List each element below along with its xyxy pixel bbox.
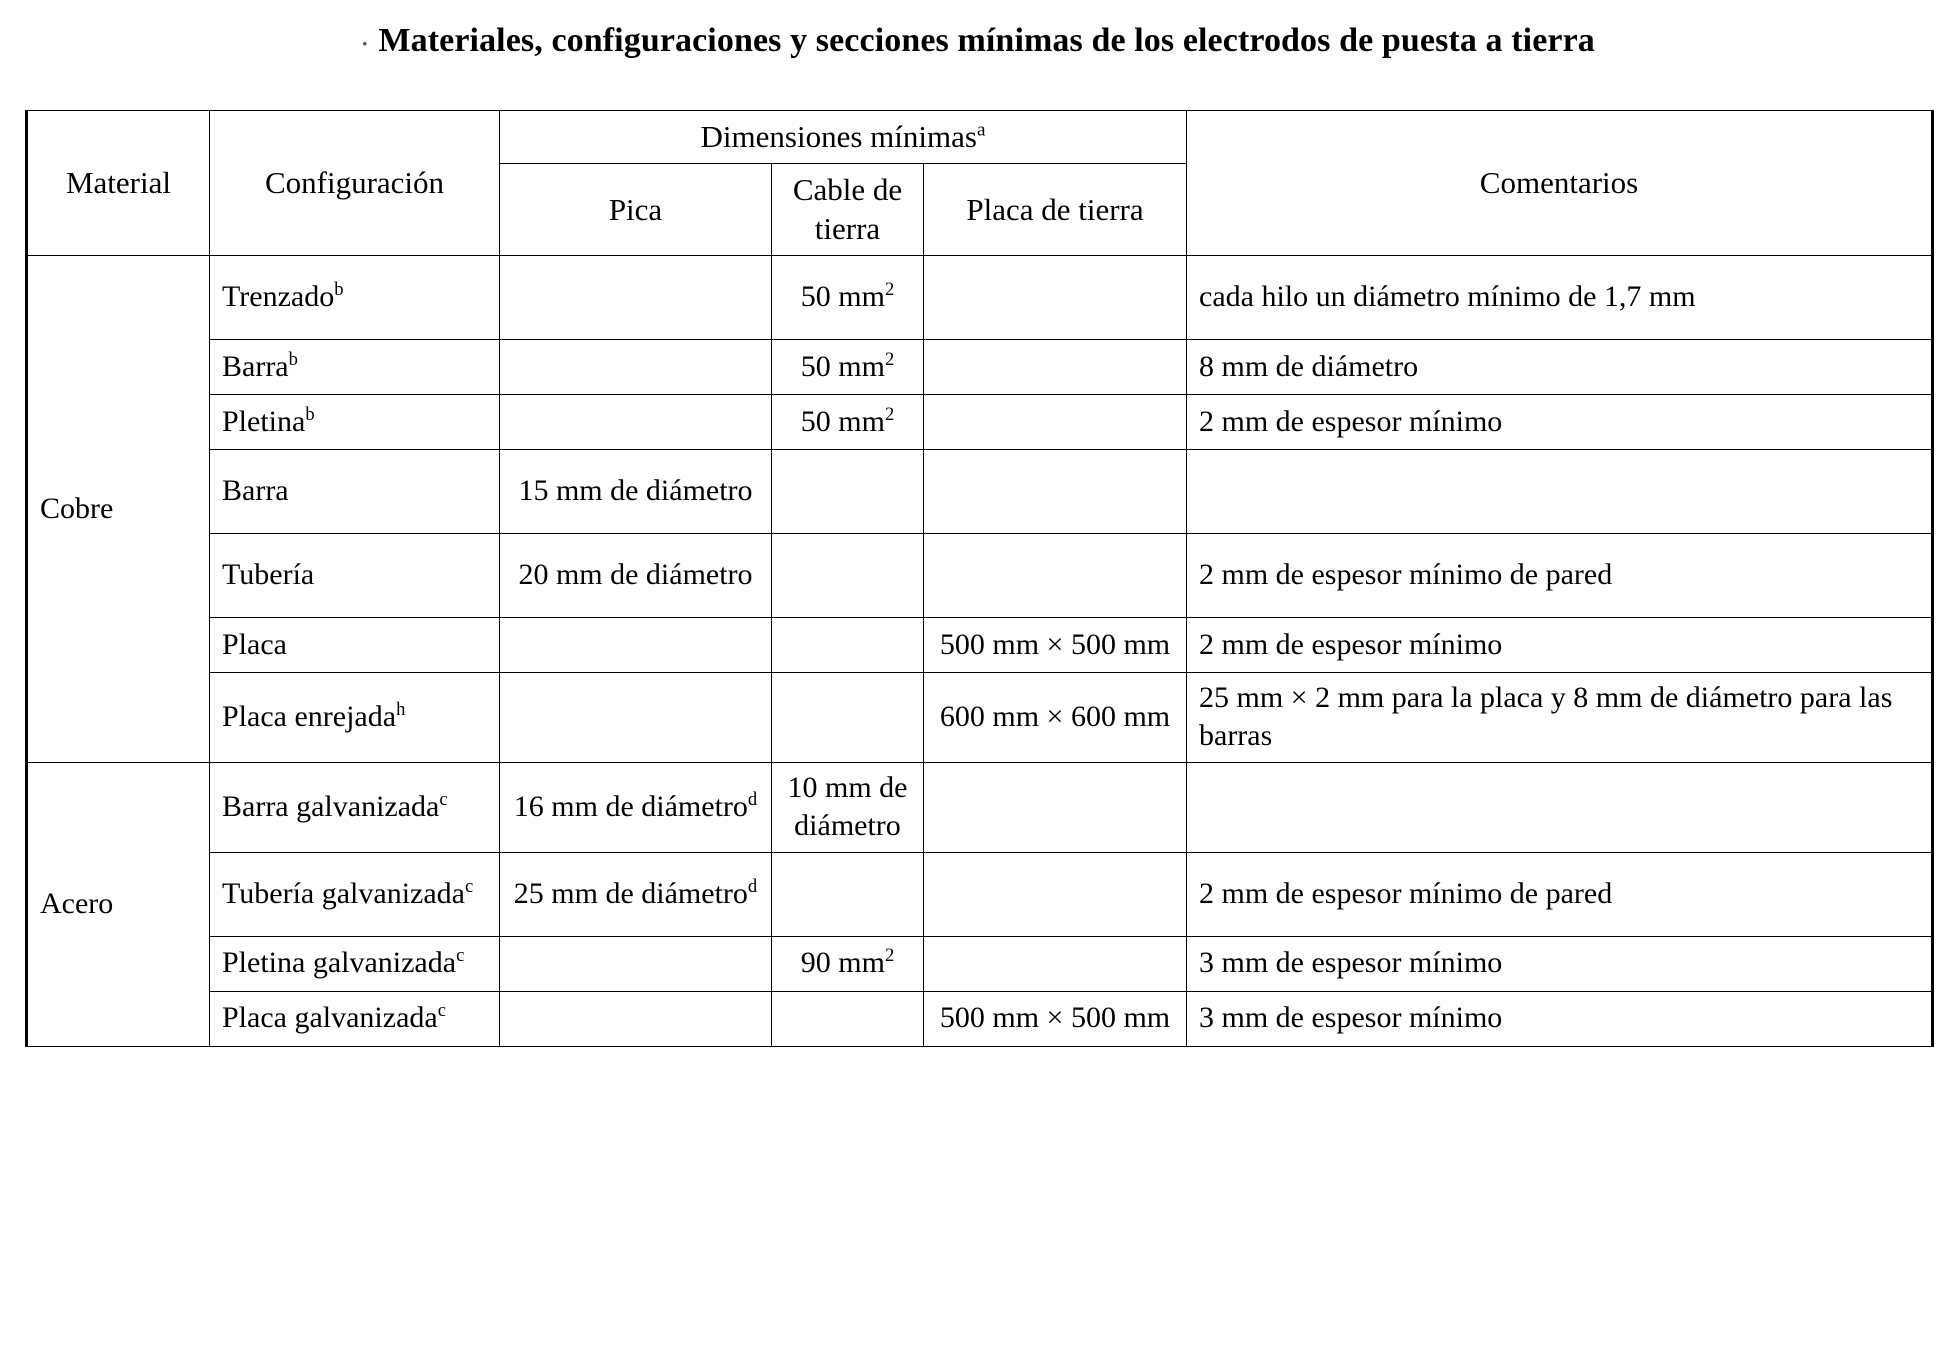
configuracion-cell-text: Trenzado bbox=[222, 280, 335, 314]
comentarios-cell-text: 3 mm de espesor mínimo bbox=[1199, 946, 1503, 980]
comentarios-cell-text: 3 mm de espesor mínimo bbox=[1199, 1001, 1503, 1035]
configuracion-cell bbox=[210, 762, 500, 852]
configuracion-cell-footnote-marker: c bbox=[456, 945, 465, 967]
pica-cell bbox=[500, 852, 772, 936]
configuracion-cell bbox=[210, 618, 500, 673]
table-row bbox=[27, 618, 1933, 673]
cable-de-tierra-cell bbox=[772, 256, 924, 340]
configuracion-cell bbox=[210, 852, 500, 936]
cable-de-tierra-cell-footnote-marker: 2 bbox=[884, 945, 895, 967]
configuracion-cell-footnote-marker: c bbox=[437, 1000, 446, 1022]
cable-de-tierra-cell-text: 50 mm bbox=[800, 404, 885, 438]
column-header-cable-de-tierra: Cable de tierra bbox=[772, 163, 924, 255]
placa-de-tierra-cell-text: 600 mm × 600 mm bbox=[939, 700, 1171, 734]
dimensiones-footnote-marker: a bbox=[976, 119, 986, 141]
placa-de-tierra-cell bbox=[924, 340, 1187, 395]
table-row bbox=[27, 534, 1933, 618]
configuracion-cell bbox=[210, 991, 500, 1046]
table-row bbox=[27, 673, 1933, 763]
cable-de-tierra-cell-text: 90 mm bbox=[800, 946, 885, 980]
title-text: Materiales, configuraciones y secciones mínimas de los electrodos de puesta a tierra bbox=[378, 22, 1595, 59]
configuracion-cell bbox=[210, 340, 500, 395]
cable-de-tierra-cell bbox=[772, 618, 924, 673]
comentarios-cell-text: 2 mm de espesor mínimo bbox=[1199, 404, 1503, 438]
placa-de-tierra-cell-text: 500 mm × 500 mm bbox=[939, 627, 1171, 661]
configuracion-cell bbox=[210, 673, 500, 763]
configuracion-cell-footnote-marker: h bbox=[396, 699, 406, 721]
placa-de-tierra-cell bbox=[924, 852, 1187, 936]
configuracion-cell-text: Placa enrejada bbox=[222, 700, 397, 734]
pica-cell bbox=[500, 395, 772, 450]
configuracion-cell-text: Barra bbox=[222, 349, 289, 383]
pica-cell-text: 20 mm de diámetro bbox=[518, 558, 753, 592]
comentarios-cell bbox=[1187, 256, 1933, 340]
comentarios-cell bbox=[1187, 936, 1933, 991]
cable-de-tierra-cell bbox=[772, 395, 924, 450]
material-cell bbox=[27, 762, 210, 1046]
placa-de-tierra-cell bbox=[924, 534, 1187, 618]
column-header-comentarios: Comentarios bbox=[1187, 111, 1933, 256]
comentarios-cell-text: 25 mm × 2 mm para la placa y 8 mm de diámetro para las barras bbox=[1199, 681, 1893, 753]
pica-cell-footnote-marker: d bbox=[747, 788, 758, 810]
table-row bbox=[27, 991, 1933, 1046]
table-row bbox=[27, 450, 1933, 534]
page-title bbox=[0, 22, 1956, 60]
configuracion-cell bbox=[210, 936, 500, 991]
configuracion-cell-text: Pletina galvanizada bbox=[222, 946, 457, 980]
cable-de-tierra-cell bbox=[772, 534, 924, 618]
configuracion-cell-footnote-marker: b bbox=[334, 279, 344, 301]
table-row bbox=[27, 852, 1933, 936]
table-header-row-1 bbox=[27, 111, 1933, 164]
cable-de-tierra-cell bbox=[772, 936, 924, 991]
configuracion-cell-text: Placa galvanizada bbox=[222, 1001, 438, 1035]
configuracion-cell-text: Tubería galvanizada bbox=[222, 876, 465, 910]
configuracion-cell-text: Barra galvanizada bbox=[222, 789, 440, 823]
pica-cell bbox=[500, 673, 772, 763]
column-header-pica: Pica bbox=[500, 163, 772, 255]
cable-de-tierra-cell bbox=[772, 673, 924, 763]
configuracion-cell bbox=[210, 395, 500, 450]
comentarios-cell bbox=[1187, 991, 1933, 1046]
dimensiones-label: Dimensiones mínimas bbox=[700, 119, 977, 154]
cable-de-tierra-cell-text: 10 mm de diámetro bbox=[787, 770, 908, 843]
comentarios-cell-text: 2 mm de espesor mínimo bbox=[1199, 627, 1503, 661]
pica-cell bbox=[500, 936, 772, 991]
table-body bbox=[27, 256, 1933, 1047]
pica-cell-text: 16 mm de diámetro bbox=[513, 789, 748, 823]
placa-de-tierra-cell bbox=[924, 936, 1187, 991]
column-header-material: Material bbox=[27, 111, 210, 256]
comentarios-cell bbox=[1187, 852, 1933, 936]
table-row bbox=[27, 395, 1933, 450]
table-row bbox=[27, 256, 1933, 340]
cable-de-tierra-cell bbox=[772, 450, 924, 534]
placa-de-tierra-cell bbox=[924, 991, 1187, 1046]
column-header-configuracion: Configuración bbox=[210, 111, 500, 256]
pica-cell bbox=[500, 256, 772, 340]
placa-de-tierra-cell bbox=[924, 762, 1187, 852]
column-header-dimensiones-group bbox=[500, 111, 1187, 164]
configuracion-cell-footnote-marker: b bbox=[305, 403, 315, 425]
comentarios-cell bbox=[1187, 618, 1933, 673]
cable-de-tierra-cell-footnote-marker: 2 bbox=[884, 403, 895, 425]
material-label: Cobre bbox=[40, 491, 114, 525]
material-label: Acero bbox=[40, 886, 114, 920]
pica-cell bbox=[500, 762, 772, 852]
configuracion-cell-text: Barra bbox=[222, 474, 289, 508]
placa-de-tierra-cell bbox=[924, 395, 1187, 450]
configuracion-cell-footnote-marker: c bbox=[439, 788, 448, 810]
configuracion-cell bbox=[210, 450, 500, 534]
comentarios-cell-text: 8 mm de diámetro bbox=[1199, 349, 1419, 383]
table-row bbox=[27, 936, 1933, 991]
pica-cell bbox=[500, 991, 772, 1046]
configuracion-cell bbox=[210, 256, 500, 340]
comentarios-cell-text: 2 mm de espesor mínimo de pared bbox=[1199, 558, 1613, 592]
comentarios-cell-text: cada hilo un diámetro mínimo de 1,7 mm bbox=[1199, 280, 1696, 314]
comentarios-cell bbox=[1187, 673, 1933, 763]
cable-de-tierra-cell-footnote-marker: 2 bbox=[884, 348, 895, 370]
material-cell bbox=[27, 256, 210, 763]
configuracion-cell bbox=[210, 534, 500, 618]
configuracion-cell-text: Tubería bbox=[222, 558, 315, 592]
table-row bbox=[27, 340, 1933, 395]
comentarios-cell bbox=[1187, 340, 1933, 395]
configuracion-cell-text: Placa bbox=[222, 627, 287, 661]
title-bullet-mark: · bbox=[361, 31, 369, 57]
comentarios-cell-text: 2 mm de espesor mínimo de pared bbox=[1199, 876, 1613, 910]
pica-cell bbox=[500, 450, 772, 534]
pica-cell bbox=[500, 340, 772, 395]
comentarios-cell bbox=[1187, 450, 1933, 534]
placa-de-tierra-cell bbox=[924, 256, 1187, 340]
pica-cell bbox=[500, 534, 772, 618]
pica-cell-footnote-marker: d bbox=[747, 875, 758, 897]
pica-cell bbox=[500, 618, 772, 673]
grounding-electrodes-table bbox=[25, 110, 1934, 1047]
placa-de-tierra-cell bbox=[924, 618, 1187, 673]
cable-de-tierra-cell bbox=[772, 762, 924, 852]
comentarios-cell bbox=[1187, 395, 1933, 450]
column-header-placa-de-tierra: Placa de tierra bbox=[924, 163, 1187, 255]
table-row bbox=[27, 762, 1933, 852]
comentarios-cell bbox=[1187, 534, 1933, 618]
cable-de-tierra-cell bbox=[772, 991, 924, 1046]
placa-de-tierra-cell-text: 500 mm × 500 mm bbox=[939, 1001, 1171, 1035]
cable-de-tierra-cell-text: 50 mm bbox=[800, 280, 885, 314]
configuracion-cell-footnote-marker: c bbox=[464, 875, 474, 897]
cable-de-tierra-cell bbox=[772, 340, 924, 395]
cable-de-tierra-cell-text: 50 mm bbox=[800, 349, 885, 383]
comentarios-cell bbox=[1187, 762, 1933, 852]
cable-de-tierra-cell bbox=[772, 852, 924, 936]
placa-de-tierra-cell bbox=[924, 673, 1187, 763]
configuracion-cell-footnote-marker: b bbox=[288, 348, 298, 370]
pica-cell-text: 15 mm de diámetro bbox=[518, 474, 753, 508]
cable-de-tierra-cell-footnote-marker: 2 bbox=[884, 279, 895, 301]
pica-cell-text: 25 mm de diámetro bbox=[513, 876, 748, 910]
configuracion-cell-text: Pletina bbox=[222, 404, 306, 438]
placa-de-tierra-cell bbox=[924, 450, 1187, 534]
